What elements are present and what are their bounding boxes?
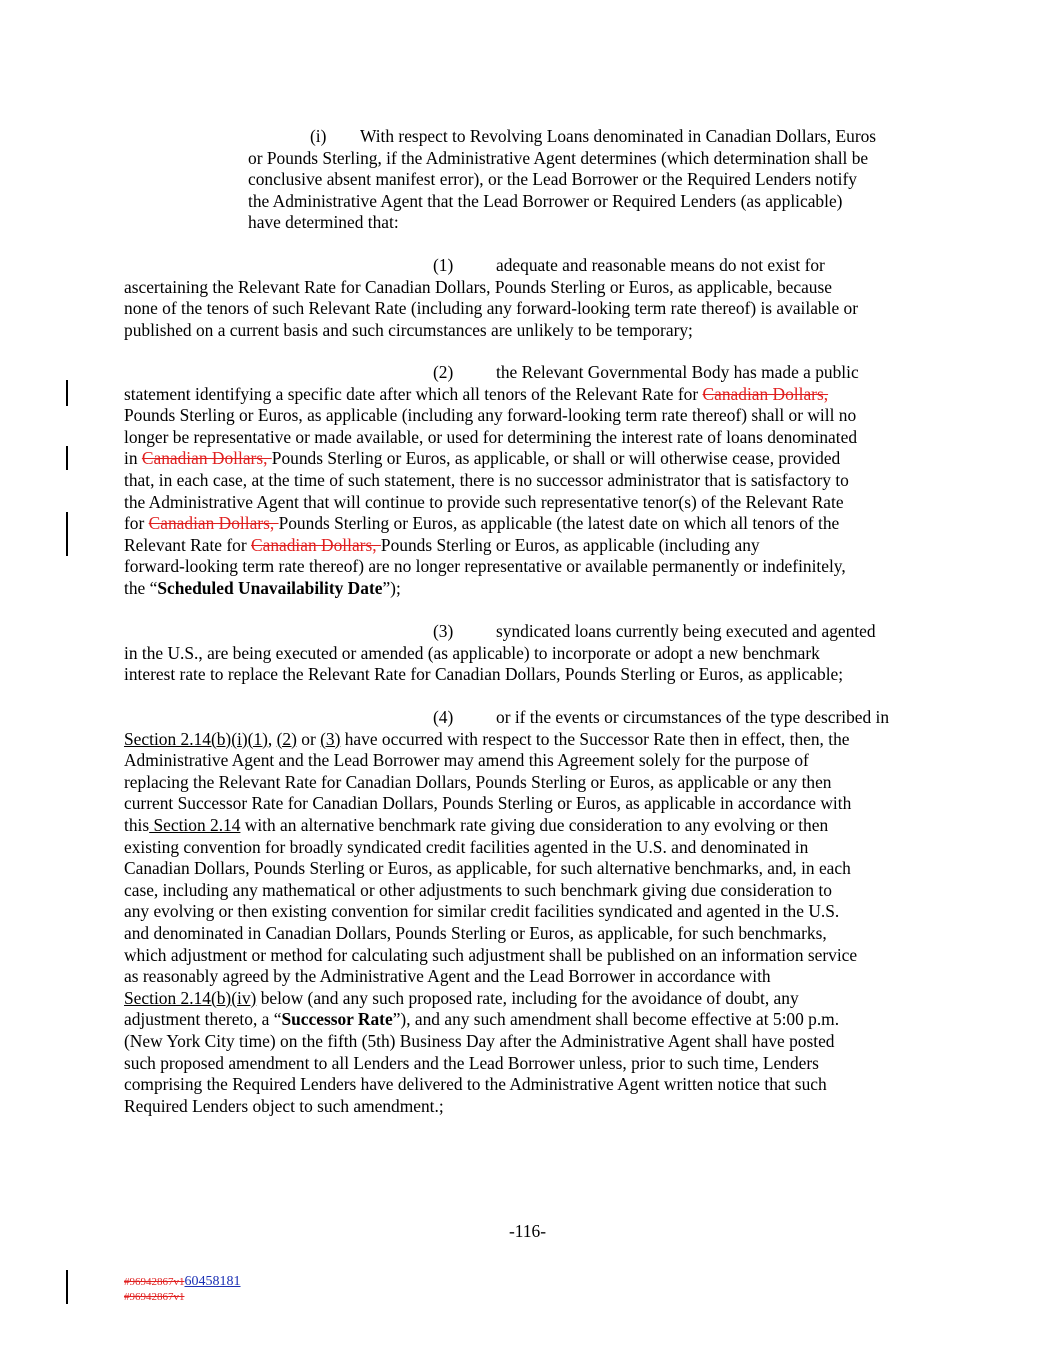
document-id [124,1275,241,1289]
para-1-line: none of the tenors of such Relevant Rate (including any forward-looking term rate thereof) is available or [124,298,859,319]
change-bar [66,380,68,406]
text-run: Pounds Sterling or Euros, as applicable (the latest date on which all tenors of the [278,513,840,534]
text-run: ”), and any such amendment shall become effective at 5:00 p.m. [392,1009,840,1030]
para-4-line: any evolving or then existing convention for similar credit facilities syndicated and agented in the U.S. [124,901,840,922]
para-4-line: as reasonably agreed by the Administrative Agent and the Lead Borrower in accordance with [124,966,771,987]
deleted-text: Canadian Dollars, [141,448,272,469]
para-2-line: the Administrative Agent that will continue to provide such representative tenor(s) of the Relevant Rate [124,491,844,512]
para-1-line: adequate and reasonable means do not exist for [496,255,825,275]
para-4-line: such proposed amendment to all Lenders and the Lead Borrower unless, prior to such time, Lenders [124,1052,819,1073]
para-3-line: in the U.S., are being executed or amended (as applicable) to incorporate or adopt a new benchmark [124,642,820,663]
text-run: Pounds Sterling or Euros, as applicable (including any [380,534,760,555]
section-reference[interactable]: Section 2.14 [149,815,241,835]
text-run: Pounds Sterling or Euros, as applicable, or shall or will otherwise cease, provided [271,448,841,469]
text-run: adjustment thereto, a “ [124,1009,282,1030]
para-4-line: comprising the Required Lenders have delivered to the Administrative Agent written notice that such [124,1074,827,1095]
para-3-number: (3) [433,621,454,641]
text-run: statement identifying a specific date after which all tenors of the Relevant Rate for [124,383,703,404]
para-4-line: and denominated in Canadian Dollars, Pounds Sterling or Euros, as applicable, for such benchmarks, [124,923,827,943]
section-reference[interactable]: (2) [276,728,297,749]
para-2-line: longer be representative or made available, or used for determining the interest rate of loans denominated [124,426,858,447]
change-bar [66,1270,68,1304]
para-2-line [124,578,401,600]
section-reference[interactable]: (3) [320,728,341,749]
para-4-line: which adjustment or method for calculating such adjustment shall be published on an information service [124,944,858,965]
text-run: have occurred with respect to the Successor Rate then in effect, then, the [340,728,850,749]
para-i-line: conclusive absent manifest error), or the Lead Borrower or the Required Lenders notify [248,169,857,190]
deleted-document-id: #96942867v1 [124,1276,185,1288]
section-reference[interactable]: Section 2.14(b)(i)(1) [124,728,268,749]
text-run: or [296,728,321,749]
document-id-line [124,1291,185,1304]
defined-term: Successor Rate [281,1009,393,1030]
para-i-number: (i) [310,126,327,146]
change-bar [66,446,68,470]
text-run: in [124,448,142,469]
text-run: , [267,728,277,749]
para-i-line: With respect to Revolving Loans denominated in Canadian Dollars, Euros [360,126,877,146]
para-4-line: replacing the Relevant Rate for Canadian Dollars, Pounds Sterling or Euros, as applicable or any then [124,771,832,792]
text-run: ”); [382,578,401,598]
para-1-number: (1) [433,255,454,275]
deleted-text: Canadian Dollars, [148,513,279,534]
page-number: -116- [508,1221,547,1241]
para-2-line: the Relevant Governmental Body has made a public [496,362,859,382]
inserted-document-id: 60458181 [184,1274,241,1289]
change-bar [66,512,68,556]
para-4-line: Required Lenders object to such amendment.; [124,1095,444,1116]
para-3-line: interest rate to replace the Relevant Rate for Canadian Dollars, Pounds Sterling or Euros, as applicable; [124,664,844,685]
deleted-document-id: #96942867v1 [124,1291,185,1303]
para-4-line: or if the events or circumstances of the type described in [496,707,890,727]
para-i-line: the Administrative Agent that the Lead Borrower or Required Lenders (as applicable) [248,190,843,211]
text-run: this [124,815,150,835]
para-i-line: or Pounds Sterling, if the Administrative Agent determines (which determination shall be [248,147,869,168]
para-4-line: case, including any mathematical or other adjustments to such benchmark giving due consideration to [124,879,832,900]
text-run: the “ [124,578,158,598]
para-1-line: ascertaining the Relevant Rate for Canadian Dollars, Pounds Sterling or Euros, as applicable, because [124,276,832,297]
para-4-line [124,729,850,751]
para-3-line: syndicated loans currently being executed and agented [496,621,876,641]
para-2-number: (2) [433,362,454,382]
para-1-line: published on a current basis and such circumstances are unlikely to be temporary; [124,319,693,340]
para-2-line [124,535,760,557]
para-4-line: Administrative Agent and the Lead Borrower may amend this Agreement solely for the purpose of [124,750,809,771]
deleted-text: Canadian Dollars, [702,383,829,404]
para-4-line: existing convention for broadly syndicated credit facilities agented in the U.S. and denominated in [124,836,809,857]
section-reference[interactable]: Section 2.14(b)(iv) [124,987,257,1008]
para-2-line: Pounds Sterling or Euros, as applicable (including any forward-looking term rate thereof) shall or will no [124,405,857,426]
text-run: for [124,513,149,534]
para-2-line [124,513,839,535]
para-2-line [124,384,828,406]
para-4-line [124,1009,839,1031]
defined-term: Scheduled Unavailability Date [157,578,383,598]
para-4-line: (New York City time) on the fifth (5th) Business Day after the Administrative Agent shall have posted [124,1031,835,1051]
para-4-line: current Successor Rate for Canadian Dollars, Pounds Sterling or Euros, as applicable in accordance with [124,793,852,814]
para-2-line [124,448,840,470]
para-4-line: Canadian Dollars, Pounds Sterling or Euros, as applicable, for such alternative benchmarks, and, in each [124,858,851,879]
para-2-line: forward-looking term rate thereof) are no longer representative or available permanently or indefinitely, [124,556,846,577]
text-run: with an alternative benchmark rate giving due consideration to any evolving or then [240,815,829,835]
para-2-line: that, in each case, at the time of such statement, there is no successor administrator that is satisfactory to [124,470,849,490]
deleted-text: Canadian Dollars, [251,534,381,555]
text-run: below (and any such proposed rate, including for the avoidance of doubt, any [256,987,799,1008]
para-4-number: (4) [433,707,454,727]
para-4-line [124,988,799,1010]
para-4-line [124,815,828,837]
para-i-line: have determined that: [248,212,399,233]
text-run: Relevant Rate for [124,534,251,555]
